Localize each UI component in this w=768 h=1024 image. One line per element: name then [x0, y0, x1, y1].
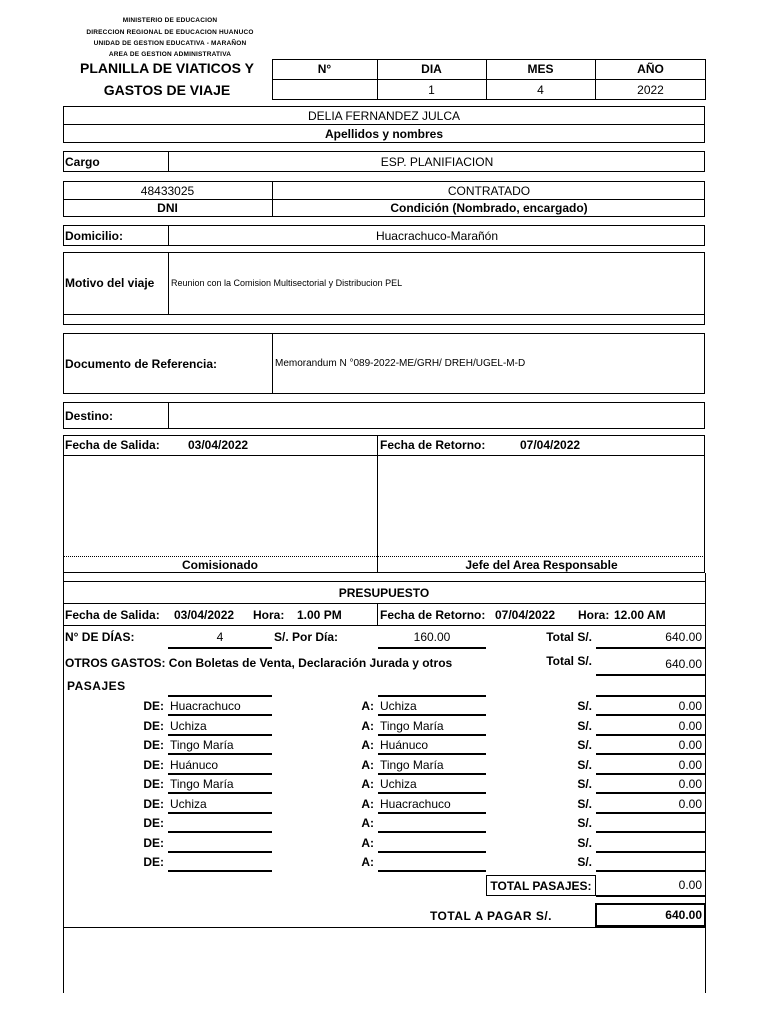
retorno-value: 07/04/2022	[520, 438, 581, 452]
pasaje-de-value	[170, 853, 272, 871]
domicilio-label: Domicilio:	[65, 228, 124, 243]
otros-gastos-label: OTROS GASTOS: Con Boletas de Venta, Declaración Jurada y otros	[65, 656, 453, 670]
comisionado-label: Comisionado	[181, 557, 258, 572]
total-pagar-value: 640.00	[665, 908, 702, 922]
condicion-label: Condición (Nombrado, encargado)	[390, 201, 588, 215]
divider	[63, 603, 706, 604]
pasaje-s-label: S/.	[577, 777, 592, 791]
underline	[168, 831, 272, 833]
person-name: DELIA FERNANDEZ JULCA	[307, 108, 461, 123]
underline	[378, 714, 486, 716]
salida-value: 03/04/2022	[188, 438, 249, 452]
pasaje-de-label: DE:	[143, 777, 164, 791]
divider	[63, 455, 705, 456]
pasaje-monto: 0.00	[678, 699, 702, 713]
divider	[377, 435, 378, 573]
pasaje-s-label: S/.	[577, 816, 592, 830]
pasaje-a-value	[380, 814, 486, 832]
pasaje-s-label: S/.	[577, 699, 592, 713]
pasaje-de-value	[170, 814, 272, 832]
motivo-value: Reunion con la Comision Multisectorial y Distribucion PEL	[171, 278, 403, 288]
pasaje-a-label: A:	[361, 836, 374, 850]
left-border	[63, 573, 64, 993]
pres-hora-label: Hora:	[253, 608, 285, 622]
por-dia-value: 160.00	[413, 630, 451, 644]
pasaje-de-label: DE:	[143, 816, 164, 830]
name-label: Apellidos y nombres	[324, 126, 444, 141]
pasaje-a-value: Uchiza	[380, 777, 417, 791]
underline	[168, 870, 272, 872]
underline	[596, 674, 705, 676]
underline	[378, 753, 486, 755]
condicion-value: CONTRATADO	[447, 183, 531, 198]
retorno-label: Fecha de Retorno:	[380, 438, 486, 452]
pasaje-a-value	[380, 834, 486, 852]
pasaje-s-label: S/.	[577, 797, 592, 811]
underline	[596, 895, 705, 897]
pres-hora-salida: 1.00 PM	[297, 608, 342, 622]
pasaje-monto	[596, 814, 702, 832]
pasaje-a-value	[380, 853, 486, 871]
form-title-line2: GASTOS DE VIAJE	[103, 82, 231, 98]
doc-day: 1	[428, 83, 435, 97]
divider	[63, 927, 706, 928]
salida-label: Fecha de Salida:	[65, 438, 160, 452]
pasaje-de-label: DE:	[143, 758, 164, 772]
pasaje-a-label: A:	[361, 758, 374, 772]
pasaje-de-label: DE:	[143, 719, 164, 733]
header-ministry: MINISTERIO DE EDUCACION	[122, 16, 218, 24]
pres-salida-value: 03/04/2022	[174, 608, 235, 622]
dni-label: DNI	[157, 201, 178, 215]
docref-label: Documento de Referencia:	[65, 356, 218, 371]
pasaje-a-label: A:	[361, 738, 374, 752]
docref-value: Memorandum N °089-2022-ME/GRH/ DREH/UGEL-M-D	[275, 358, 526, 369]
doc-month: 4	[537, 83, 544, 97]
pasaje-a-label: A:	[361, 816, 374, 830]
pasaje-de-value: Tingo María	[170, 738, 234, 752]
pasaje-de-label: DE:	[143, 699, 164, 713]
form-title-line1: PLANILLA DE VIATICOS Y	[80, 60, 254, 76]
pasaje-s-label: S/.	[577, 836, 592, 850]
pasaje-a-label: A:	[361, 855, 374, 869]
pasaje-s-label: S/.	[577, 738, 592, 752]
pasaje-a-value: Tingo María	[380, 758, 444, 772]
col-mes-header: MES	[527, 62, 554, 76]
pasaje-monto	[596, 834, 702, 852]
underline	[378, 695, 486, 697]
pasajes-label: PASAJES	[67, 679, 126, 693]
underline	[378, 831, 486, 833]
underline	[168, 792, 272, 794]
underline	[378, 870, 486, 872]
cargo-label: Cargo	[65, 154, 100, 169]
domicilio-value: Huacrachuco-Marañón	[375, 228, 499, 243]
pasaje-de-value: Uchiza	[170, 797, 207, 811]
dias-label: N° DE DÍAS:	[65, 630, 135, 644]
col-dia-header: DIA	[421, 62, 442, 76]
total-label: Total S/.	[546, 630, 592, 644]
por-dia-label: S/. Por Día:	[274, 630, 339, 644]
underline	[596, 695, 705, 697]
otros-total-value: 640.00	[665, 657, 702, 671]
pres-hora-retorno: 12.00 AM	[614, 608, 666, 622]
pres-hora-retorno-label: Hora:	[578, 608, 610, 622]
divider	[272, 333, 273, 394]
pres-salida-label: Fecha de Salida:	[65, 608, 160, 622]
divider	[63, 581, 706, 582]
doc-year: 2022	[637, 83, 664, 97]
otros-total-label: Total S/.	[546, 654, 592, 668]
total-pasajes-value: 0.00	[678, 878, 702, 892]
pasaje-monto: 0.00	[678, 719, 702, 733]
underline	[596, 792, 705, 794]
total-value: 640.00	[665, 630, 702, 644]
underline	[596, 831, 705, 833]
pasaje-a-label: A:	[361, 797, 374, 811]
pasaje-de-label: DE:	[143, 738, 164, 752]
underline	[168, 753, 272, 755]
dni-value: 48433025	[140, 183, 195, 198]
pasaje-s-label: S/.	[577, 758, 592, 772]
underline	[596, 753, 705, 755]
divider	[168, 402, 169, 429]
pasaje-s-label: S/.	[577, 719, 592, 733]
pres-retorno-label: Fecha de Retorno:	[380, 608, 486, 622]
divider	[377, 603, 378, 625]
pasaje-de-value: Huacrachuco	[170, 699, 241, 713]
right-border	[705, 573, 706, 993]
doc-number	[272, 80, 377, 100]
underline	[168, 647, 272, 649]
presupuesto-title: PRESUPUESTO	[338, 586, 430, 600]
pasaje-a-label: A:	[361, 719, 374, 733]
pasaje-a-label: A:	[361, 777, 374, 791]
header-direccion: DIRECCION REGIONAL DE EDUCACION HUANUCO	[86, 28, 254, 36]
underline	[378, 647, 486, 649]
dias-value: 4	[216, 630, 224, 644]
motivo-label: Motivo del viaje	[65, 276, 155, 290]
pasaje-monto: 0.00	[678, 797, 702, 811]
header-area: AREA DE GESTION ADMINISTRATIVA	[108, 50, 232, 58]
pasaje-de-label: DE:	[143, 836, 164, 850]
divider	[63, 625, 706, 626]
underline	[168, 695, 272, 697]
col-n-header: N°	[317, 62, 332, 76]
underline	[596, 870, 705, 872]
pasaje-a-value: Huánuco	[380, 738, 429, 752]
pasaje-a-label: A:	[361, 699, 374, 713]
total-pasajes-label: TOTAL PASAJES:	[486, 875, 596, 896]
pasaje-monto	[596, 853, 702, 871]
destino-value	[172, 402, 702, 429]
pasaje-monto: 0.00	[678, 738, 702, 752]
pasaje-de-value	[170, 834, 272, 852]
header-unidad: UNIDAD DE GESTION EDUCATIVA - MARAÑON	[93, 39, 247, 47]
pasaje-de-value: Tingo María	[170, 777, 234, 791]
pasaje-a-value: Tingo María	[380, 719, 444, 733]
pasaje-monto: 0.00	[678, 777, 702, 791]
pasaje-a-value: Uchiza	[380, 699, 417, 713]
pasaje-de-value: Huánuco	[170, 758, 219, 772]
pasaje-de-label: DE:	[143, 797, 164, 811]
underline	[596, 647, 705, 649]
total-pagar-label: TOTAL A PAGAR S/.	[429, 909, 552, 923]
jefe-label: Jefe del Area Responsable	[465, 557, 618, 572]
underline	[378, 792, 486, 794]
col-anio-header: AÑO	[637, 62, 664, 76]
underline	[168, 714, 272, 716]
pasaje-a-value: Huacrachuco	[380, 797, 451, 811]
pasaje-s-label: S/.	[577, 855, 592, 869]
pres-retorno-value: 07/04/2022	[495, 608, 556, 622]
pasaje-monto: 0.00	[678, 758, 702, 772]
destino-label: Destino:	[65, 408, 113, 423]
divider	[63, 314, 705, 315]
divider	[168, 252, 169, 314]
pasaje-de-value: Uchiza	[170, 719, 207, 733]
pasaje-de-label: DE:	[143, 855, 164, 869]
cargo-value: ESP. PLANIFIACION	[380, 154, 494, 169]
underline	[596, 714, 705, 716]
